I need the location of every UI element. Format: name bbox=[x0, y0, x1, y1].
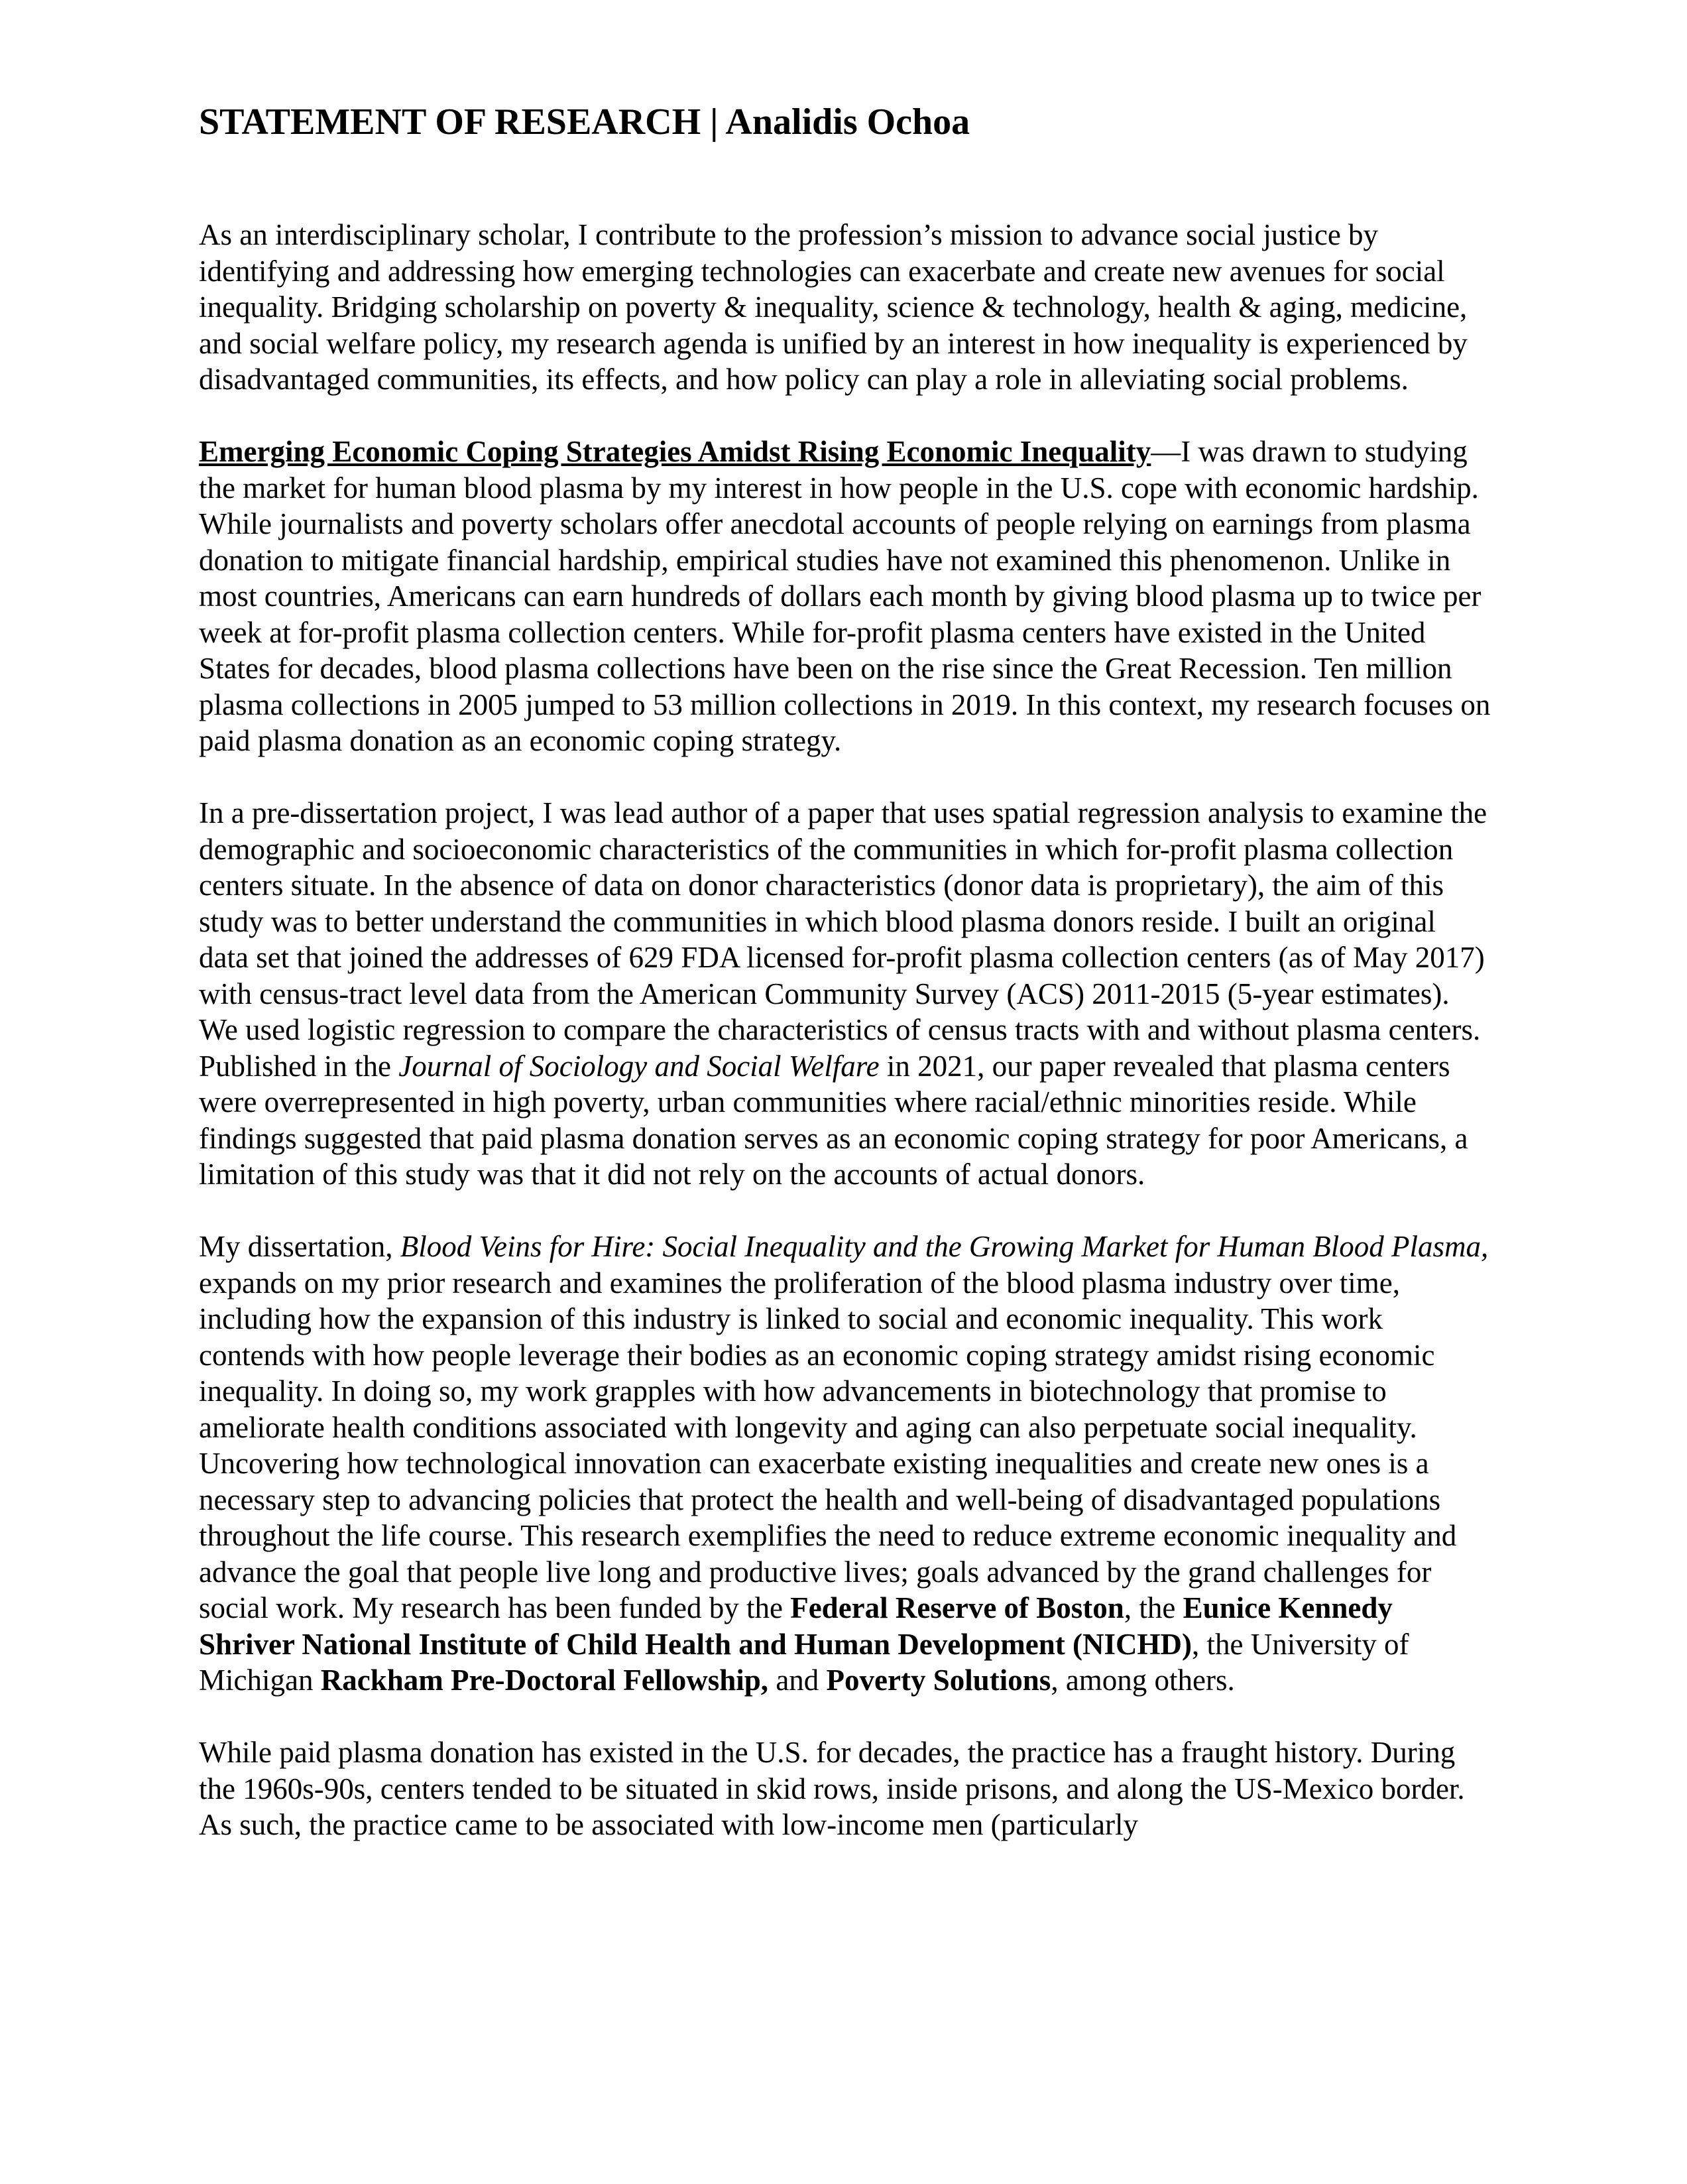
paragraph-history: While paid plasma donation has existed in the U.S. for decades, the practice has a fraught history. During the 1960s-90s, centers tended to be situated in skid rows, inside prisons, and along the US-Mexico border. As such, the practice came to be associated with low-income men (particularly bbox=[199, 1736, 1465, 1841]
paragraph-text: In a pre-dissertation project, I was lead author of a paper that uses spatial regression analysis to examine the demographic and socioeconomic characteristics of the communities in which for-profit plasma collection centers situate. In the absence of data on donor characteristics (donor data is proprietary), the aim of this study was to better understand the communities in which blood plasma donors reside. I built an original data set that joined the addresses of 629 FDA licensed for-profit plasma collection centers (as of May 2017) with census-tract level data from the American Community Survey (ACS) 2011-2015 (5-year estimates). We used logistic regression to compare the characteristics of census tracts with and without plasma centers. Published in the bbox=[199, 796, 1487, 1083]
paragraph-text: , among others. bbox=[1051, 1664, 1235, 1697]
document-title: STATEMENT OF RESEARCH | Analidis Ochoa bbox=[199, 101, 970, 143]
document-page bbox=[199, 99, 1491, 1879]
funder-name: Poverty Solutions bbox=[826, 1664, 1051, 1697]
paragraph-text: , the bbox=[1124, 1591, 1183, 1624]
funder-name: Eunice Kennedy Shriver National Institute of Child Health and Human Development (NICHD) bbox=[199, 1591, 1393, 1661]
paragraph-intro: As an interdisciplinary scholar, I contribute to the profession’s mission to advance social justice by identifying and addressing how emerging technologies can exacerbate and create new avenues for social inequality. Bridging scholarship on poverty & inequality, science & technology, health & aging, medicine, and social welfare policy, my research agenda is unified by an interest in how inequality is experienced by disadvantaged communities, its effects, and how policy can play a role in alleviating social problems. bbox=[199, 218, 1468, 396]
paragraph-text: expands on my prior research and examines the proliferation of the blood plasma industry over time, including how the expansion of this industry is linked to social and economic inequality. This work contends with how people leverage their bodies as an economic coping strategy amidst rising economic inequality. In doing so, my work grapples with how advancements in biotechnology that promise to ameliorate health conditions associated with longevity and aging can also perpetuate social inequality. Uncovering how technological innovation can exacerbate existing inequalities and create new ones is a necessary step to advancing policies that protect the health and well-being of disadvantaged populations throughout the life course. This research exemplifies the need to reduce extreme economic inequality and advance the goal that people live long and productive lives; goals advanced by the grand challenges for social work. My research has been funded by the bbox=[199, 1266, 1457, 1624]
paragraph-text: and bbox=[768, 1664, 827, 1697]
journal-title: Journal of Sociology and Social Welfare bbox=[398, 1049, 880, 1083]
dissertation-title: Blood Veins for Hire: Social Inequality and the Growing Market for Human Blood Plasma, bbox=[400, 1230, 1489, 1263]
section-heading-coping-strategies: Emerging Economic Coping Strategies Amidst Rising Economic Inequality bbox=[199, 435, 1151, 468]
paragraph-text: , the University of Michigan bbox=[199, 1627, 1409, 1697]
paragraph-text: —I was drawn to studying the market for human blood plasma by my interest in how people in the U.S. cope with economic hardship. While journalists and poverty scholars offer anecdotal accounts of people relying on earnings from plasma donation to mitigate financial hardship, empirical studies have not examined this phenomenon. Unlike in most countries, Americans can earn hundreds of dollars each month by giving blood plasma up to twice per week at for-profit plasma collection centers. While for-profit plasma centers have existed in the United States for decades, blood plasma collections have been on the rise since the Great Recession. Ten million plasma collections in 2005 jumped to 53 million collections in 2019. In this context, my research focuses on paid plasma donation as an economic coping strategy. bbox=[199, 435, 1491, 757]
paragraph-text: My dissertation, bbox=[199, 1230, 400, 1263]
paragraph-pre-dissertation bbox=[199, 795, 1491, 1193]
paragraph-dissertation bbox=[199, 1229, 1491, 1699]
paragraph-text: in 2021, our paper revealed that plasma centers were overrepresented in high poverty, urban communities where racial/ethnic minorities reside. While findings suggested that paid plasma donation serves as an economic coping strategy for poor Americans, a limitation of this study was that it did not rely on the accounts of actual donors. bbox=[199, 1049, 1468, 1191]
funder-name: Federal Reserve of Boston bbox=[790, 1591, 1124, 1624]
paragraph-coping-strategies bbox=[199, 434, 1491, 759]
funder-name: Rackham Pre-Doctoral Fellowship, bbox=[320, 1664, 769, 1697]
